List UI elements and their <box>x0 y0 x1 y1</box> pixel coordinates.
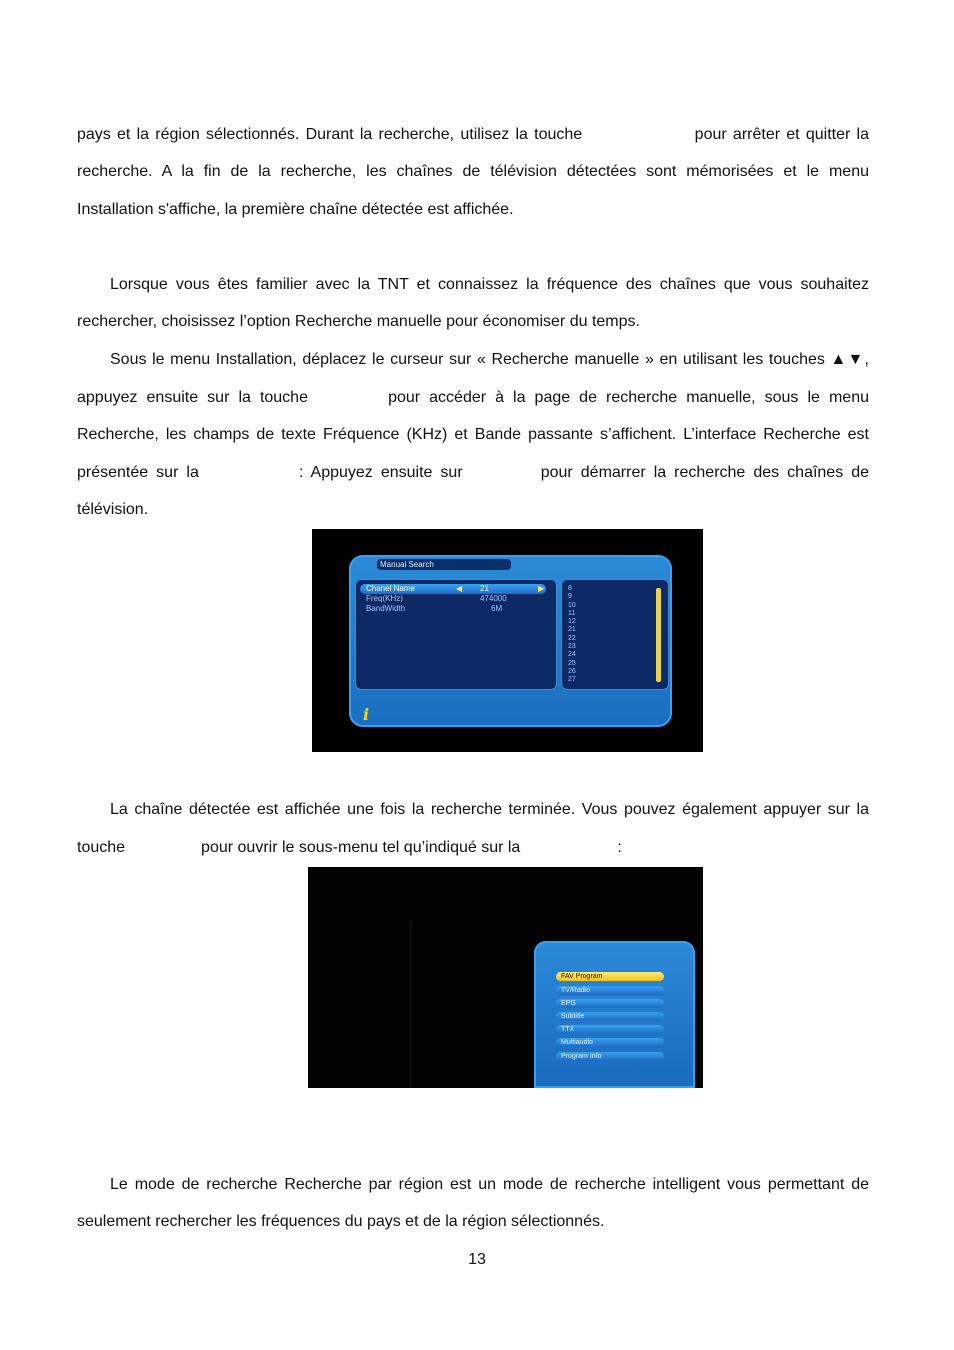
channel-list <box>568 585 576 685</box>
text-line: appuyez ensuite sur la touche pour accéder à la page de recherche manuelle, sous le menu <box>77 389 869 406</box>
menu-item-tv-radio[interactable]: TV/Radio <box>556 986 664 995</box>
menu-item-epg[interactable]: EPG <box>556 999 664 1008</box>
channel-item[interactable]: 21 <box>568 626 576 634</box>
submenu-window <box>534 941 695 1088</box>
divider <box>410 922 411 1088</box>
text-line: Installation s'affiche, la première chaîne détectée est affichée. <box>77 201 514 218</box>
submenu-screenshot <box>308 867 703 1088</box>
menu-item-fav-program[interactable]: FAV Program <box>556 972 664 981</box>
window-title: Manual Search <box>377 559 511 570</box>
text-line: présentée sur la : Appuyez ensuite sur pour démarrer la recherche des chaînes de <box>77 464 870 481</box>
manual-search-window <box>349 555 672 727</box>
field-value: 21 <box>480 584 489 593</box>
channel-list-panel <box>561 579 669 690</box>
channel-item[interactable]: 22 <box>568 634 576 642</box>
field-frequency[interactable] <box>360 594 546 604</box>
channel-item[interactable]: 23 <box>568 643 576 651</box>
text-line: Sous le menu Installation, déplacez le curseur sur « Recherche manuelle » en utilisant les touches ▲▼, <box>110 351 869 368</box>
menu-item-program-info[interactable]: Program Info <box>556 1052 664 1061</box>
channel-item[interactable]: 12 <box>568 618 576 626</box>
text-line: recherche. A la fin de la recherche, les chaînes de télévision détectées sont mémorisées et le menu <box>77 163 869 180</box>
menu-item-ttx[interactable]: TTX <box>556 1025 664 1034</box>
channel-item[interactable]: 8 <box>568 585 572 592</box>
text-line: pays et la région sélectionnés. Durant la recherche, utilisez la touche pour arrêter et quitter la <box>77 126 869 143</box>
text-line: Lorsque vous êtes familier avec la TNT et connaissez la fréquence des chaînes que vous souhaitez <box>110 276 869 293</box>
channel-item[interactable]: 25 <box>568 659 576 667</box>
manual-search-screenshot <box>312 529 703 752</box>
page-number: 13 <box>468 1251 486 1268</box>
menu-item-subtitle[interactable]: Subtitle <box>556 1012 664 1021</box>
menu-item-multiaudio[interactable]: Multiaudio <box>556 1038 664 1047</box>
channel-item[interactable]: 24 <box>568 651 576 659</box>
field-label: Chanel Name <box>366 584 415 593</box>
channel-item[interactable]: 27 <box>568 676 576 684</box>
text-line: télévision. <box>77 501 149 518</box>
field-label: BandWidth <box>366 604 406 613</box>
text-line: La chaîne détectée est affichée une fois la recherche terminée. Vous pouvez également appuyer sur la <box>110 801 869 818</box>
channel-item[interactable]: 10 <box>568 601 576 609</box>
text-line: touche pour ouvrir le sous-menu tel qu’indiqué sur la : <box>77 839 622 856</box>
text-line: Recherche, les champs de texte Fréquence (KHz) et Bande passante s’affichent. L’interface Recherche est <box>77 426 869 443</box>
field-label: Freq(KHz) <box>366 594 403 603</box>
channel-item[interactable]: 11 <box>568 609 576 617</box>
arrow-left-icon[interactable]: ◀ <box>456 584 463 593</box>
channel-item[interactable]: 9 <box>568 593 572 601</box>
text-line: rechercher, choisissez l’option Recherche manuelle pour économiser du temps. <box>77 313 640 330</box>
field-channel-name[interactable] <box>360 584 546 594</box>
text-line: seulement rechercher les fréquences du pays et de la région sélectionnés. <box>77 1213 605 1230</box>
field-value: 6M <box>491 604 503 613</box>
field-bandwidth[interactable] <box>360 604 546 614</box>
arrow-right-icon[interactable]: ▶ <box>538 584 545 593</box>
channel-item[interactable]: 26 <box>568 667 576 675</box>
text-line: Le mode de recherche Recherche par région est un mode de recherche intelligent vous permettant de <box>110 1176 869 1193</box>
field-value: 474000 <box>480 594 507 603</box>
scrollbar[interactable] <box>656 588 661 682</box>
search-fields-panel <box>355 579 557 690</box>
info-icon: i <box>363 705 370 724</box>
